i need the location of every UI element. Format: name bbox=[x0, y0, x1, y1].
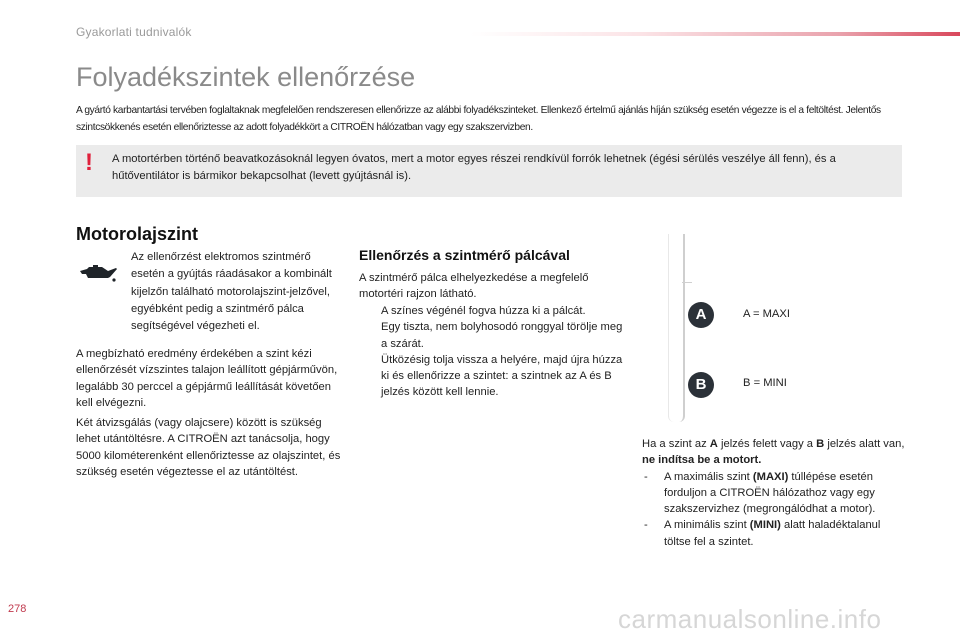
note-text: alatt haladéktalanul töltse fel a szintet. bbox=[664, 519, 881, 548]
marker-b-badge: B bbox=[688, 372, 714, 398]
section-header: Gyakorlati tudnivalók bbox=[76, 25, 192, 39]
note-bold: (MINI) bbox=[749, 519, 781, 532]
dash-marker: - bbox=[644, 519, 648, 532]
step-text: Egy tiszta, nem bolyhosodó ronggyal törölje meg a szárát. bbox=[381, 321, 623, 350]
section-title-dipstick: Ellenőrzés a szintmérő pálcával bbox=[359, 247, 570, 263]
note-text: Ha a szint az bbox=[642, 438, 710, 450]
warning-icon: ! bbox=[85, 149, 93, 176]
note-text: A maximális szint bbox=[664, 470, 753, 483]
oil-can-icon bbox=[78, 262, 118, 284]
step-text: Ütközésig tolja vissza a helyére, majd újra húzza ki és ellenőrizze a szintet: a szintnek az A és B jelzés között kell lennie. bbox=[381, 353, 623, 399]
level-b-label: B = MINI bbox=[743, 377, 787, 389]
marker-a-badge: A bbox=[688, 302, 714, 328]
oil-paragraph-1: A megbízható eredmény érdekében a szint kézi ellenőrzését vízszintes talajon leállított gépjárművön, legalább 30 perccel a gépjármű leállítását követően kell elvégezni. bbox=[76, 348, 338, 410]
warning-text: A motortérben történő beavatkozásoknál legyen óvatos, mert a motor egyes részei rendkívül forrók lehetnek (égési sérülés veszélye áll fenn), és a hűtőventilátor is bármikor bekapcsolhat (levett gyújtásnál is). bbox=[112, 153, 836, 182]
dipstick-intro: A szintmérő pálca elhelyezkedése a megfelelő motortéri rajzon látható. bbox=[359, 272, 589, 301]
note-list bbox=[642, 469, 907, 550]
page-title: Folyadékszintek ellenőrzése bbox=[76, 62, 416, 92]
dash-marker: - bbox=[644, 470, 648, 483]
dipstick-steps bbox=[359, 303, 629, 401]
dipstick-mark-line bbox=[682, 282, 692, 283]
list-item bbox=[359, 303, 629, 319]
step-text: A színes végénél fogva húzza ki a pálcát. bbox=[381, 305, 586, 317]
list-item bbox=[359, 352, 629, 401]
note-intro bbox=[642, 436, 907, 469]
note-text: jelzés alatt van, bbox=[824, 438, 905, 450]
note-text: A minimális szint bbox=[664, 519, 750, 532]
oil-paragraph-2: Két átvizsgálás (vagy olajcsere) között is szükség lehet utántöltésre. A CITROËN azt tanácsolja, hogy 5000 kilométerenként ellenőriztesse az olajszintet, és szükség esetén végeztesse el az utántöltést. bbox=[76, 417, 341, 479]
level-a-label: A = MAXI bbox=[743, 308, 790, 320]
oil-icon-description: Az ellenőrzést elektromos szintmérő esetén a gyújtás ráadásakor a kombinált kijelzőn található motorolajszint-jelzővel, egyébként pedig a szintmérő pálca segítségével végezheti el. bbox=[131, 251, 332, 333]
header-accent-bar bbox=[470, 32, 960, 36]
list-item bbox=[359, 319, 629, 352]
note-text: túllépése esetén forduljon a CITROËN hálózathoz vagy egy szakszervizhez (megrongálódhat a motor). bbox=[664, 470, 876, 516]
note-warning-bold: ne indítsa be a motort. bbox=[642, 454, 762, 467]
intro-text: A gyártó karbantartási tervében foglaltaknak megfelelően rendszeresen ellenőrizze az alábbi folyadékszinteket. Ellenkező értelmű ajánlás híján szükség esetén végezze is el a feltöltést. Jelentős szintcsökkenés esetén ellenőriztesse az adott folyadékkört a CITROËN hálózatban vagy egy szakszervizben. bbox=[76, 105, 881, 133]
page-number: 278 bbox=[8, 603, 27, 615]
watermark: carmanualsonline.info bbox=[618, 604, 882, 634]
list-item bbox=[642, 517, 907, 550]
section-title-oil-level: Motorolajszint bbox=[76, 224, 198, 244]
note-marker-a: A bbox=[709, 438, 718, 450]
dipstick-illustration bbox=[668, 234, 685, 422]
note-bold: (MAXI) bbox=[752, 470, 789, 483]
note-text: jelzés felett vagy a bbox=[717, 438, 817, 450]
list-item bbox=[642, 469, 907, 518]
level-note bbox=[642, 436, 907, 550]
note-marker-b: B bbox=[816, 438, 825, 450]
